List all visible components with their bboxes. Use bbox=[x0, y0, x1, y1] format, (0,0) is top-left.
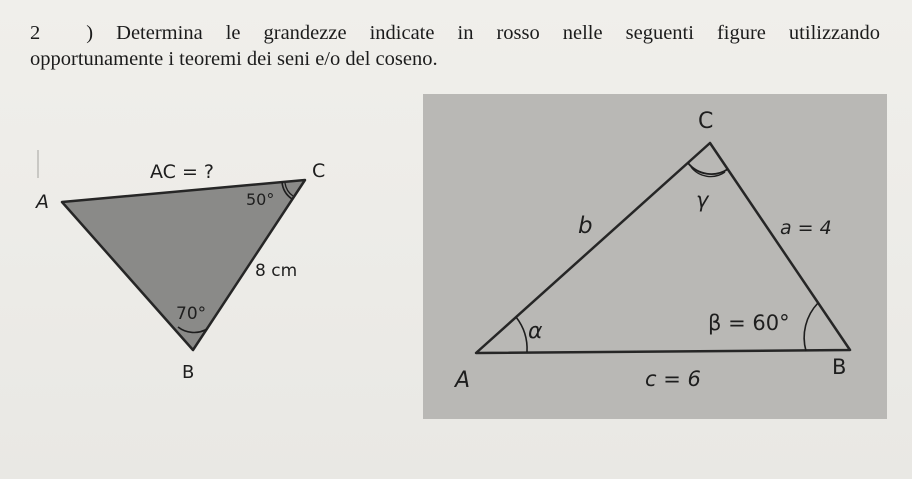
fig2-side-a-label: a = 4 bbox=[780, 217, 832, 239]
fig2-angle-beta-label: β = 60° bbox=[708, 311, 790, 335]
figure-1-triangle bbox=[34, 160, 325, 383]
fig1-side-ac-label: AC = ? bbox=[150, 161, 215, 183]
fig2-side-b-label: b bbox=[578, 213, 593, 239]
fig2-vertex-a: A bbox=[455, 368, 471, 393]
fig2-angle-gamma-label: γ bbox=[696, 188, 709, 212]
fig2-vertex-c: C bbox=[698, 109, 714, 134]
fig1-vertex-b: B bbox=[182, 362, 195, 383]
fig1-vertex-c: C bbox=[312, 160, 326, 182]
exercise-paren: ) bbox=[86, 22, 94, 44]
exercise-number: 2 bbox=[30, 22, 41, 44]
exercise-instruction-1: Determina le grandezze indicate in rosso nelle seguenti figure utilizzando bbox=[116, 22, 881, 44]
figure-2-panel bbox=[423, 94, 887, 419]
fig1-side-bc-label: 8 cm bbox=[255, 261, 298, 281]
exercise-instruction-2: opportunamente i teoremi dei seni e/o del coseno. bbox=[30, 48, 438, 70]
fig2-side-c-label: c = 6 bbox=[645, 367, 701, 391]
fig1-angle-b-label: 70° bbox=[176, 304, 207, 324]
fig1-angle-c-label: 50° bbox=[246, 190, 275, 209]
fig2-angle-alpha-label: α bbox=[528, 319, 543, 344]
fig1-vertex-a: A bbox=[36, 191, 49, 213]
fig2-vertex-b: B bbox=[832, 355, 847, 379]
